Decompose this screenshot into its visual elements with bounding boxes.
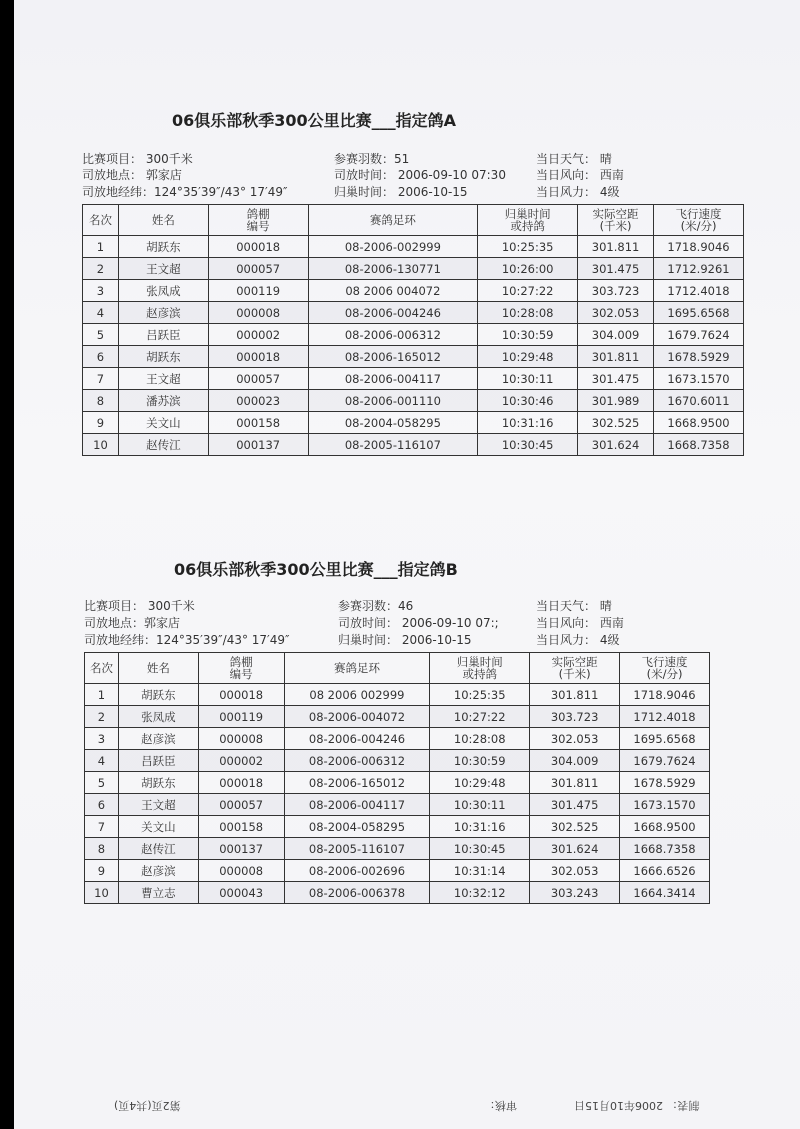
table-cell: 9	[85, 860, 119, 882]
meta-coords: 司放地经纬：124°35′39″/43° 17′49″	[84, 633, 290, 647]
table-cell: 08-2006-004072	[284, 706, 430, 728]
table-cell: 08-2006-004117	[308, 368, 478, 390]
table-cell: 6	[85, 794, 119, 816]
table-cell: 000057	[208, 258, 308, 280]
meta-weather: 当日天气： 晴	[536, 152, 612, 166]
table-cell: 301.475	[578, 258, 654, 280]
table-cell: 赵彦滨	[118, 728, 198, 750]
table-cell: 304.009	[578, 324, 654, 346]
table-cell: 1	[83, 236, 119, 258]
table-cell: 301.811	[530, 684, 620, 706]
meta-wind-force: 当日风力： 4级	[536, 633, 620, 647]
table-cell: 1718.9046	[620, 684, 710, 706]
table-cell: 301.475	[578, 368, 654, 390]
table-cell: 10:29:48	[478, 346, 578, 368]
table-cell: 5	[85, 772, 119, 794]
column-header: 归巢时间 或持鸽	[478, 205, 578, 236]
table-header-row	[85, 653, 710, 684]
table-row	[83, 236, 744, 258]
table-cell: 08-2006-130771	[308, 258, 478, 280]
table-cell: 08-2006-004246	[284, 728, 430, 750]
table-cell: 08-2004-058295	[308, 412, 478, 434]
table-cell: 王文超	[118, 794, 198, 816]
table-cell: 10:28:08	[430, 728, 530, 750]
column-header: 名次	[85, 653, 119, 684]
table-cell: 000158	[198, 816, 284, 838]
table-cell: 10:30:46	[478, 390, 578, 412]
table-cell: 304.009	[530, 750, 620, 772]
table-cell: 8	[83, 390, 119, 412]
table-cell: 000119	[208, 280, 308, 302]
table-cell: 08-2006-002696	[284, 860, 430, 882]
table-cell: 301.811	[530, 772, 620, 794]
table-cell: 曹立志	[118, 882, 198, 904]
table-cell: 1695.6568	[654, 302, 744, 324]
meta-wind-direction: 当日风向： 西南	[536, 168, 624, 182]
table-cell: 08-2004-058295	[284, 816, 430, 838]
table-cell: 4	[85, 750, 119, 772]
meta-entries: 参赛羽数：51	[334, 152, 410, 166]
table-cell: 08-2006-001110	[308, 390, 478, 412]
meta-location: 司放地点：郭家店	[84, 616, 181, 630]
footer-date: 制表： 2006年10月15日	[574, 1099, 700, 1112]
table-cell: 2	[83, 258, 119, 280]
table-cell: 1695.6568	[620, 728, 710, 750]
table-cell: 000008	[198, 728, 284, 750]
table-row	[85, 750, 710, 772]
table-row	[83, 324, 744, 346]
column-header: 实际空距 (千米)	[578, 205, 654, 236]
table-cell: 10:31:16	[430, 816, 530, 838]
table-cell: 08-2006-002999	[308, 236, 478, 258]
table-cell: 000018	[208, 236, 308, 258]
table-cell: 10:25:35	[430, 684, 530, 706]
table-cell: 301.475	[530, 794, 620, 816]
table-cell: 吕跃臣	[118, 324, 208, 346]
table-cell: 303.243	[530, 882, 620, 904]
meta-location: 司放地点： 郭家店	[82, 168, 182, 182]
table-cell: 10:26:00	[478, 258, 578, 280]
table-cell: 1712.4018	[654, 280, 744, 302]
table-row	[85, 772, 710, 794]
table-cell: 1712.9261	[654, 258, 744, 280]
table-cell: 08-2006-006312	[284, 750, 430, 772]
table-row	[83, 258, 744, 280]
table-cell: 胡跃东	[118, 684, 198, 706]
results-table-b	[84, 652, 710, 904]
table-cell: 302.525	[578, 412, 654, 434]
table-cell: 7	[83, 368, 119, 390]
table-row	[83, 412, 744, 434]
table-cell: 000043	[198, 882, 284, 904]
meta-project: 比赛项目： 300千米	[82, 152, 193, 166]
table-cell: 301.811	[578, 346, 654, 368]
table-cell: 303.723	[578, 280, 654, 302]
table-row	[85, 816, 710, 838]
table-cell: 赵彦滨	[118, 302, 208, 324]
meta-wind-force: 当日风力： 4级	[536, 185, 620, 199]
meta-return-time: 归巢时间： 2006-10-15	[338, 633, 472, 647]
table-cell: 302.053	[530, 860, 620, 882]
table-cell: 王文超	[118, 368, 208, 390]
table-cell: 08 2006 004072	[308, 280, 478, 302]
table-cell: 王文超	[118, 258, 208, 280]
table-cell: 000057	[198, 794, 284, 816]
table-cell: 301.989	[578, 390, 654, 412]
table-cell: 000018	[208, 346, 308, 368]
column-header: 名次	[83, 205, 119, 236]
table-cell: 08-2006-006378	[284, 882, 430, 904]
table-cell: 10:32:12	[430, 882, 530, 904]
table-cell: 000018	[198, 772, 284, 794]
table-cell: 000119	[198, 706, 284, 728]
table-cell: 08-2006-004117	[284, 794, 430, 816]
table-cell: 7	[85, 816, 119, 838]
table-cell: 000002	[208, 324, 308, 346]
table-cell: 1668.7358	[654, 434, 744, 456]
table-cell: 000008	[198, 860, 284, 882]
table-cell: 1	[85, 684, 119, 706]
table-cell: 赵传江	[118, 434, 208, 456]
table-cell: 10:30:59	[430, 750, 530, 772]
table-cell: 10	[83, 434, 119, 456]
table-cell: 张凤成	[118, 706, 198, 728]
table-cell: 1664.3414	[620, 882, 710, 904]
footer-page: 第2页(共4页)	[114, 1099, 181, 1112]
table-row	[85, 706, 710, 728]
column-header: 姓名	[118, 205, 208, 236]
table-cell: 1668.9500	[620, 816, 710, 838]
table-cell: 5	[83, 324, 119, 346]
table-cell: 吕跃臣	[118, 750, 198, 772]
section-b-title: 06俱乐部秋季300公里比赛___指定鸽B	[174, 560, 458, 579]
column-header: 鸽棚 编号	[198, 653, 284, 684]
table-cell: 10:25:35	[478, 236, 578, 258]
table-cell: 胡跃东	[118, 346, 208, 368]
table-cell: 1668.9500	[654, 412, 744, 434]
table-cell: 1673.1570	[620, 794, 710, 816]
meta-coords: 司放地经纬：124°35′39″/43° 17′49″	[82, 185, 288, 199]
table-cell: 赵彦滨	[118, 860, 198, 882]
table-cell: 潘苏滨	[118, 390, 208, 412]
table-row	[83, 346, 744, 368]
table-cell: 4	[83, 302, 119, 324]
footer-reviewer: 审核：	[484, 1099, 517, 1112]
table-cell: 10:31:14	[430, 860, 530, 882]
table-cell: 赵传江	[118, 838, 198, 860]
column-header: 飞行速度 (米/分)	[654, 205, 744, 236]
table-cell: 10:30:45	[430, 838, 530, 860]
table-cell: 10:27:22	[430, 706, 530, 728]
table-cell: 302.053	[578, 302, 654, 324]
table-row	[85, 684, 710, 706]
table-cell: 8	[85, 838, 119, 860]
table-cell: 301.624	[530, 838, 620, 860]
table-cell: 2	[85, 706, 119, 728]
table-row	[83, 302, 744, 324]
table-cell: 1678.5929	[620, 772, 710, 794]
column-header: 姓名	[118, 653, 198, 684]
table-cell: 10:28:08	[478, 302, 578, 324]
table-cell: 关文山	[118, 412, 208, 434]
column-header: 飞行速度 (米/分)	[620, 653, 710, 684]
table-cell: 302.525	[530, 816, 620, 838]
meta-weather: 当日天气： 晴	[536, 599, 612, 613]
column-header: 归巢时间 或持鸽	[430, 653, 530, 684]
table-cell: 9	[83, 412, 119, 434]
table-cell: 000158	[208, 412, 308, 434]
table-cell: 301.624	[578, 434, 654, 456]
table-cell: 张凤成	[118, 280, 208, 302]
table-cell: 10:31:16	[478, 412, 578, 434]
table-cell: 胡跃东	[118, 236, 208, 258]
meta-return-time: 归巢时间： 2006-10-15	[334, 185, 468, 199]
table-cell: 10:30:45	[478, 434, 578, 456]
meta-release-time: 司放时间： 2006-09-10 07:;	[338, 616, 499, 630]
column-header: 赛鸽足环	[308, 205, 478, 236]
column-header: 鸽棚 编号	[208, 205, 308, 236]
table-cell: 1678.5929	[654, 346, 744, 368]
table-cell: 000018	[198, 684, 284, 706]
table-cell: 302.053	[530, 728, 620, 750]
table-cell: 3	[83, 280, 119, 302]
column-header: 赛鸽足环	[284, 653, 430, 684]
table-cell: 1666.6526	[620, 860, 710, 882]
table-cell: 关文山	[118, 816, 198, 838]
table-cell: 08-2006-006312	[308, 324, 478, 346]
table-cell: 08-2006-165012	[308, 346, 478, 368]
table-cell: 6	[83, 346, 119, 368]
table-cell: 10	[85, 882, 119, 904]
meta-entries: 参赛羽数：46	[338, 599, 414, 613]
table-cell: 08 2006 002999	[284, 684, 430, 706]
table-cell: 303.723	[530, 706, 620, 728]
meta-release-time: 司放时间： 2006-09-10 07:30	[334, 168, 506, 182]
table-row	[83, 368, 744, 390]
table-cell: 1718.9046	[654, 236, 744, 258]
table-header-row	[83, 205, 744, 236]
table-row	[83, 280, 744, 302]
section-a-title: 06俱乐部秋季300公里比赛___指定鸽A	[172, 111, 457, 130]
table-cell: 08-2006-165012	[284, 772, 430, 794]
table-cell: 1712.4018	[620, 706, 710, 728]
table-cell: 1670.6011	[654, 390, 744, 412]
table-cell: 08-2006-004246	[308, 302, 478, 324]
table-row	[85, 838, 710, 860]
table-cell: 10:30:11	[478, 368, 578, 390]
table-row	[85, 860, 710, 882]
table-cell: 08-2005-116107	[284, 838, 430, 860]
table-cell: 000057	[208, 368, 308, 390]
table-row	[83, 390, 744, 412]
table-cell: 000002	[198, 750, 284, 772]
table-cell: 10:27:22	[478, 280, 578, 302]
table-cell: 08-2005-116107	[308, 434, 478, 456]
table-cell: 1673.1570	[654, 368, 744, 390]
paper-sheet	[14, 0, 800, 1129]
table-cell: 000137	[198, 838, 284, 860]
table-row	[85, 794, 710, 816]
table-cell: 301.811	[578, 236, 654, 258]
table-cell: 10:30:59	[478, 324, 578, 346]
table-cell: 1668.7358	[620, 838, 710, 860]
table-row	[85, 728, 710, 750]
table-cell: 胡跃东	[118, 772, 198, 794]
table-cell: 10:30:11	[430, 794, 530, 816]
table-cell: 10:29:48	[430, 772, 530, 794]
table-cell: 000023	[208, 390, 308, 412]
table-cell: 1679.7624	[654, 324, 744, 346]
table-cell: 1679.7624	[620, 750, 710, 772]
meta-wind-direction: 当日风向： 西南	[536, 616, 624, 630]
table-cell: 3	[85, 728, 119, 750]
table-cell: 000008	[208, 302, 308, 324]
table-row	[83, 434, 744, 456]
table-cell: 000137	[208, 434, 308, 456]
results-table-a	[82, 204, 744, 456]
column-header: 实际空距 (千米)	[530, 653, 620, 684]
table-row	[85, 882, 710, 904]
meta-project: 比赛项目： 300千米	[84, 599, 195, 613]
